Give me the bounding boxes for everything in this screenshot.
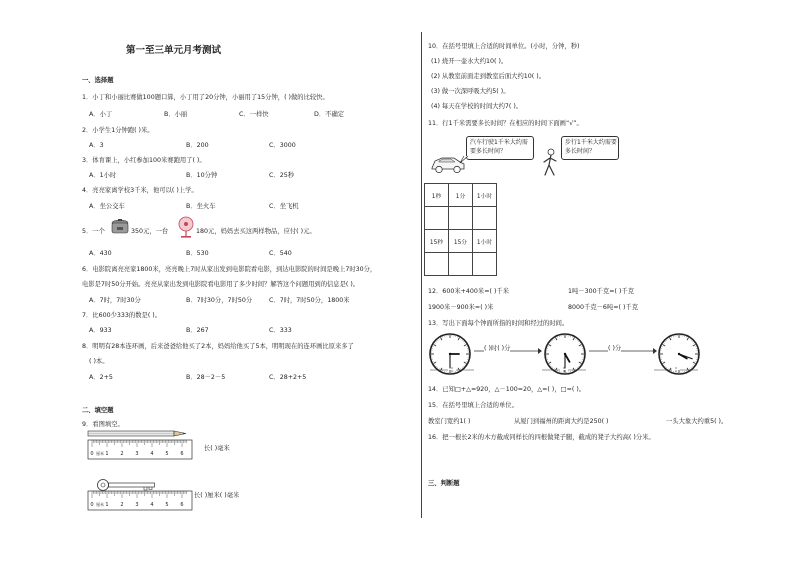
q1-option-c: C．一样快 xyxy=(239,111,269,118)
question-11: 11．行1千米需要多长时间？在相应的时间下面画“√”。 xyxy=(428,120,583,127)
section-choice-heading: 一、选择题 xyxy=(82,77,114,84)
electric-fan-icon xyxy=(177,216,195,238)
q7-option-a: A．933 xyxy=(89,327,112,334)
ruler-number: 6 xyxy=(180,451,184,457)
q12-part-3: 1900米－900米=( )米 xyxy=(428,304,494,311)
rice-cooker-icon xyxy=(110,217,130,237)
q12-part-1: 12．600米+400米=( )千米 xyxy=(428,288,510,295)
ruler-number: 5 xyxy=(165,502,169,508)
clock-answer-lines xyxy=(428,362,718,374)
section-fill-heading: 二、填空题 xyxy=(82,407,114,414)
question-2: 2．小学生1分钟跑( )米。 xyxy=(82,127,154,134)
q5-option-b: B．530 xyxy=(186,250,209,257)
clock-center xyxy=(449,353,451,355)
walk-bubble-text: 步行1千米大约需要多长时间？ xyxy=(565,139,617,155)
question-16: 16．把一根长2米的木方截成同样长的四根做凳子腿，截成的凳子大约高( )分米。 xyxy=(428,434,655,441)
car-bubble-tail xyxy=(458,156,470,164)
ruler-number: 3 xyxy=(135,451,139,457)
q11-cell-1-3[interactable]: 1小时 xyxy=(473,184,497,207)
question-1: 1．小丁和小丽比赛做100题口算，小丁用了20分钟，小丽用了15分钟，( )做的比较快。 xyxy=(82,94,329,101)
question-3: 3．体育课上，小红参加100米赛跑用了( )。 xyxy=(82,157,206,164)
ruler-number: 0 xyxy=(90,502,94,508)
question-9: 9．看图填空。 xyxy=(82,421,124,428)
elapsed-2-label: ( )分 xyxy=(608,345,622,352)
q12-part-2: 1吨－300千克=( )千克 xyxy=(568,288,634,295)
arrow-2-icon xyxy=(589,346,657,356)
q4-option-b: B．坐火车 xyxy=(186,203,216,210)
ruler-number: 0 xyxy=(90,451,94,457)
q11-check-1-2[interactable] xyxy=(449,207,473,230)
clock-center xyxy=(678,353,680,355)
page-title: 第一至三单元月考测试 xyxy=(126,45,222,56)
q9-answer-a: 长( )毫米 xyxy=(204,445,230,452)
ruler-unit: 厘米 xyxy=(96,451,104,456)
q11-check-2-2[interactable] xyxy=(449,253,473,276)
q1-option-d: D．不确定 xyxy=(314,111,345,118)
q11-cell-2-2[interactable]: 15分 xyxy=(449,230,473,253)
q10-item-1: (1) 烧开一壶水大约10( )。 xyxy=(431,58,508,65)
q3-option-a: A．1小时 xyxy=(89,172,117,179)
q6-option-b: B．7时30分，7时50分 xyxy=(186,297,253,304)
question-4: 4．亮亮家离学校3千米，他可以( )上学。 xyxy=(82,187,198,194)
q11-check-1-1[interactable] xyxy=(425,207,449,230)
elapsed-1-label: ( )时( )分 xyxy=(484,345,511,352)
q11-time-table xyxy=(424,183,497,276)
q11-cell-2-3[interactable]: 1小时 xyxy=(473,230,497,253)
q11-cell-1-2[interactable]: 1分 xyxy=(449,184,473,207)
q11-check-2-1[interactable] xyxy=(425,253,449,276)
q7-option-b: B．267 xyxy=(186,327,209,334)
column-divider xyxy=(421,32,422,518)
question-7: 7．比600少333的数是( )。 xyxy=(82,312,162,319)
question-8-line-2: ( )本。 xyxy=(89,358,109,365)
question-5-part-b: 350元，一台 xyxy=(131,228,169,235)
ruler-number: 4 xyxy=(150,502,154,508)
q11-cell-2-1[interactable]: 15秒 xyxy=(425,230,449,253)
q3-option-c: C．25秒 xyxy=(269,172,295,179)
q15-item-2: 从厦门到福州的距离大约是250( ) xyxy=(514,418,609,425)
q8-option-c: C．28+2+5 xyxy=(269,374,307,381)
q9-answer-b: 长( )厘米( )毫米 xyxy=(194,492,240,499)
car-bubble-text: 汽车行驶1千米大约需要多长时间？ xyxy=(470,139,528,155)
ruler-number: 1 xyxy=(105,451,109,457)
q1-option-b: B．小丽 xyxy=(164,111,188,118)
question-10: 10．在括号里填上合适的时间单位。(小时，分钟，秒) xyxy=(428,43,580,50)
walking-person-icon xyxy=(540,148,560,178)
ruler-number: 5 xyxy=(165,451,169,457)
q15-item-1: 教室门宽约1( ) xyxy=(428,418,471,425)
q2-option-c: C．3000 xyxy=(269,142,296,149)
question-14: 14．已知□+△=920，△－100=20，△=( )，□=( )。 xyxy=(428,386,586,393)
ruler-number: 1 xyxy=(105,502,109,508)
question-6-line-2: 电影是7时50分开始。亮亮从家出发到电影院看电影用了多少时间？解答这个问题用到的信息是( )。 xyxy=(82,281,360,288)
left-column xyxy=(78,0,408,562)
pencil-image xyxy=(86,429,196,439)
right-column xyxy=(428,0,758,562)
q10-item-3: (3) 做一次深呼吸大约5( )。 xyxy=(431,88,510,95)
q6-option-c: C．7时，7时50分，1800米 xyxy=(269,297,350,304)
q7-option-c: C．333 xyxy=(269,327,292,334)
q8-option-b: B．28－2－5 xyxy=(186,374,226,381)
question-8-line-1: 8．明明有28本连环画，后来爸爸给他买了2本，妈妈给他买了5本，明明现在的连环画比原来多了 xyxy=(82,343,354,350)
q1-option-a: A．小丁 xyxy=(89,111,113,118)
ruler-number: 2 xyxy=(120,502,124,508)
ruler-1-scale xyxy=(86,439,198,463)
q4-option-c: C．坐飞机 xyxy=(269,203,299,210)
q12-part-4: 8000千克－6吨=( )千克 xyxy=(568,304,639,311)
q2-option-b: B．200 xyxy=(186,142,209,149)
q3-option-b: B．10分钟 xyxy=(186,172,218,179)
question-15: 15．在括号里填上合适的单位。 xyxy=(428,402,518,409)
q5-option-a: A．430 xyxy=(89,250,112,257)
q15-item-3: 一头大象大约重5( )。 xyxy=(666,418,728,425)
ruler-number: 4 xyxy=(150,451,154,457)
ruler-2-scale xyxy=(86,490,198,514)
q4-option-a: A．坐公交车 xyxy=(89,203,125,210)
question-6-line-1: 6．电影院离亮亮家1800米，亮亮晚上7时从家出发到电影院看电影，到达电影院的时间是晚上7时30分， xyxy=(82,266,377,273)
q11-check-1-3[interactable] xyxy=(473,207,497,230)
q11-check-2-3[interactable] xyxy=(473,253,497,276)
q2-option-a: A．3 xyxy=(89,142,104,149)
ruler-number: 2 xyxy=(120,451,124,457)
q10-item-4: (4) 每天在学校的时间大约7( )。 xyxy=(431,103,523,110)
ruler-number: 6 xyxy=(180,502,184,508)
q10-item-2: (2) 从教室前面走到教室后面大约10( )。 xyxy=(431,73,546,80)
ruler-number: 3 xyxy=(135,502,139,508)
question-13: 13．写出下面每个钟面所指的时间和经过的时间。 xyxy=(428,320,569,327)
q8-option-a: A．2+5 xyxy=(89,374,113,381)
ruler-unit: 厘米 xyxy=(96,502,104,507)
question-5-part-c: 180元，妈妈去买这两样物品，应付( )元。 xyxy=(196,228,316,235)
q11-cell-1-1[interactable]: 1秒 xyxy=(425,184,449,207)
q5-option-c: C．540 xyxy=(269,250,292,257)
q6-option-a: A．7时，7时30分 xyxy=(89,297,141,304)
section-judge-heading: 三、判断题 xyxy=(428,480,460,487)
clock-center xyxy=(564,353,566,355)
question-5-part-a: 5．一个 xyxy=(82,228,105,235)
